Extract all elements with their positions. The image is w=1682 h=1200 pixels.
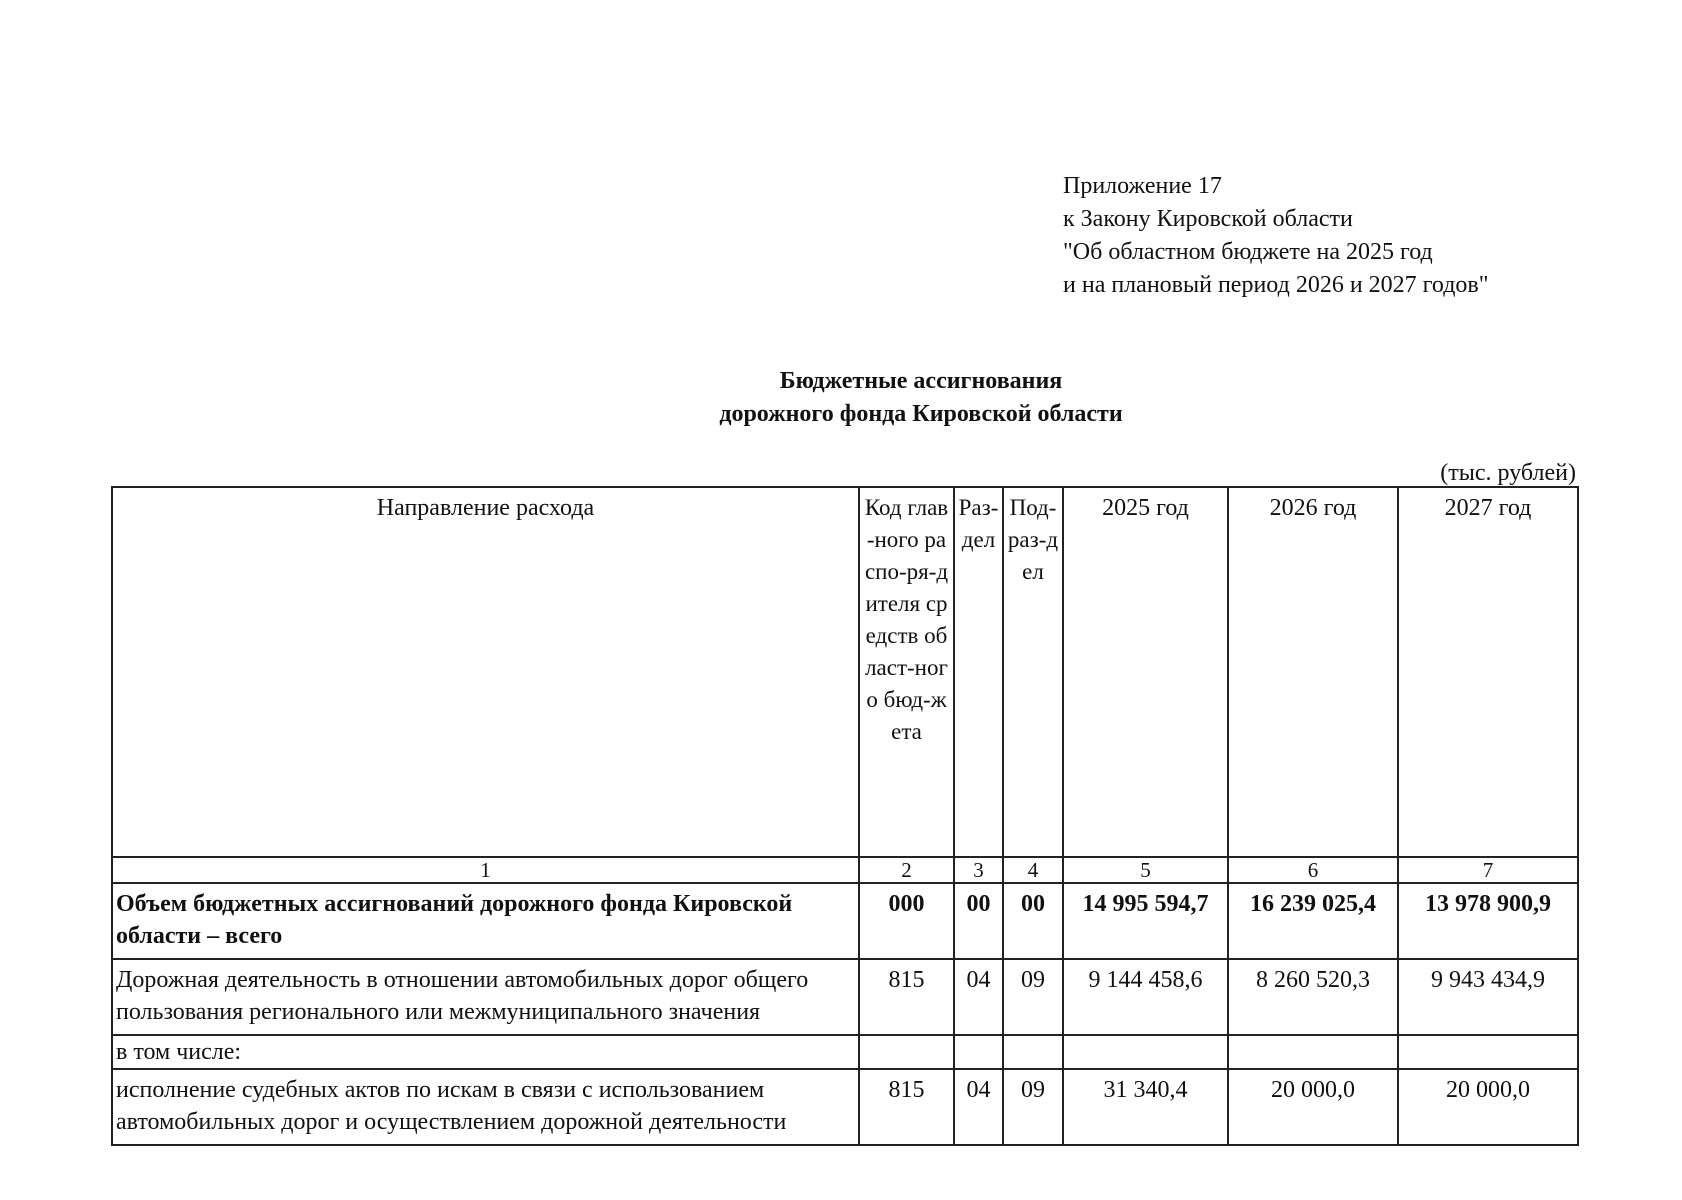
table-row — [112, 1069, 1578, 1145]
table-row-total — [112, 883, 1578, 959]
row-amount-2027: 13 978 900,9 — [1398, 883, 1578, 959]
header-2026: 2026 год — [1228, 487, 1398, 857]
column-number: 7 — [1398, 857, 1578, 883]
row-direction: в том числе: — [112, 1035, 859, 1069]
annex-reference — [1063, 170, 1489, 302]
column-number: 6 — [1228, 857, 1398, 883]
row-code: 815 — [859, 1069, 954, 1145]
column-number-row — [112, 857, 1578, 883]
header-direction: Направление расхода — [112, 487, 859, 857]
row-amount-2025: 14 995 594,7 — [1063, 883, 1228, 959]
header-section: Раз-дел — [954, 487, 1003, 857]
table-row-including — [112, 1035, 1578, 1069]
header-2027: 2027 год — [1398, 487, 1578, 857]
header-code: Код глав-ного распо-ря-дителя средств област-ного бюд-жета — [859, 487, 954, 857]
title-line1: Бюджетные ассигнования — [779, 368, 1063, 394]
budget-table — [111, 486, 1579, 1146]
row-amount-2026 — [1228, 1035, 1398, 1069]
row-section — [954, 1035, 1003, 1069]
row-amount-2026: 16 239 025,4 — [1228, 883, 1398, 959]
row-section: 00 — [954, 883, 1003, 959]
annex-number: Приложение 17 — [1063, 173, 1222, 199]
row-amount-2027 — [1398, 1035, 1578, 1069]
row-amount-2026: 8 260 520,3 — [1228, 959, 1398, 1035]
header-subsection: Под-раз-дел — [1003, 487, 1063, 857]
row-amount-2027: 9 943 434,9 — [1398, 959, 1578, 1035]
row-section: 04 — [954, 959, 1003, 1035]
row-amount-2025: 31 340,4 — [1063, 1069, 1228, 1145]
title-line2: дорожного фонда Кировской области — [719, 401, 1123, 427]
annex-law-reference: к Закону Кировской области — [1063, 206, 1353, 232]
row-code — [859, 1035, 954, 1069]
row-subsection: 09 — [1003, 1069, 1063, 1145]
column-number: 4 — [1003, 857, 1063, 883]
header-2025: 2025 год — [1063, 487, 1228, 857]
annex-law-title-line1: "Об областном бюджете на 2025 год — [1063, 239, 1433, 265]
column-number: 3 — [954, 857, 1003, 883]
row-amount-2026: 20 000,0 — [1228, 1069, 1398, 1145]
table-row — [112, 959, 1578, 1035]
row-amount-2025 — [1063, 1035, 1228, 1069]
row-direction: Объем бюджетных ассигнований дорожного фонда Кировской области – всего — [112, 883, 859, 959]
row-code: 000 — [859, 883, 954, 959]
header-row — [112, 487, 1578, 857]
row-direction: Дорожная деятельность в отношении автомобильных дорог общего пользования регионального или межмуниципального значения — [112, 959, 859, 1035]
row-code: 815 — [859, 959, 954, 1035]
column-number: 1 — [112, 857, 859, 883]
row-direction: исполнение судебных актов по искам в связи с использованием автомобильных дорог и осуществлением дорожной деятельности — [112, 1069, 859, 1145]
column-number: 5 — [1063, 857, 1228, 883]
document-title — [0, 365, 1682, 431]
row-amount-2025: 9 144 458,6 — [1063, 959, 1228, 1035]
row-amount-2027: 20 000,0 — [1398, 1069, 1578, 1145]
row-subsection — [1003, 1035, 1063, 1069]
column-number: 2 — [859, 857, 954, 883]
row-section: 04 — [954, 1069, 1003, 1145]
units-label: (тыс. рублей) — [1440, 460, 1576, 486]
row-subsection: 09 — [1003, 959, 1063, 1035]
annex-law-title-line2: и на плановый период 2026 и 2027 годов" — [1063, 272, 1489, 298]
row-subsection: 00 — [1003, 883, 1063, 959]
